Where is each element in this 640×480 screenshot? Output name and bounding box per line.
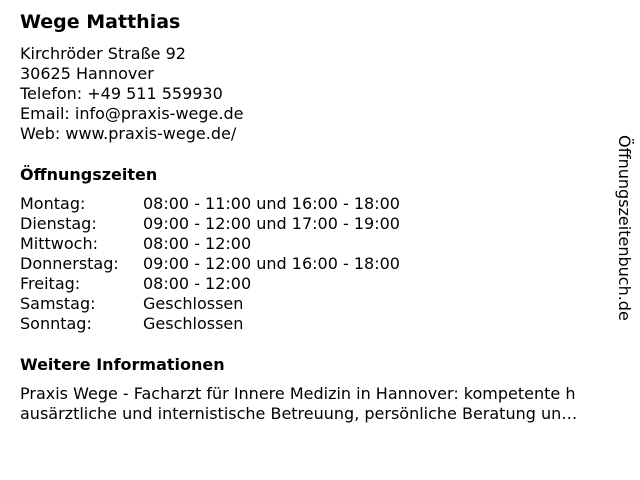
address-street: Kirchröder Straße 92	[20, 44, 186, 63]
hours-day: Samstag:	[20, 294, 96, 313]
opening-hours-table	[20, 194, 400, 334]
further-info-line: ausärztliche und internistische Betreuung, persönliche Beratung un…	[20, 404, 578, 423]
hours-day: Freitag:	[20, 274, 81, 293]
hours-day: Mittwoch:	[20, 234, 98, 253]
opening-hours-heading: Öffnungszeiten	[20, 165, 158, 184]
further-info-text	[20, 384, 622, 424]
hours-row-sunday	[20, 314, 400, 334]
hours-row-saturday	[20, 294, 400, 314]
phone-number: Telefon: +49 511 559930	[20, 84, 223, 103]
hours-row-friday	[20, 274, 400, 294]
side-label-container	[612, 135, 636, 365]
hours-day: Dienstag:	[20, 214, 97, 233]
hours-time: 08:00 - 12:00	[143, 234, 252, 253]
hours-day: Donnerstag:	[20, 254, 119, 273]
contact-block	[20, 44, 243, 144]
hours-time: 08:00 - 11:00 und 16:00 - 18:00	[143, 194, 400, 213]
hours-row-wednesday	[20, 234, 400, 254]
hours-time: 09:00 - 12:00 und 17:00 - 19:00	[143, 214, 400, 233]
business-name: Wege Matthias	[20, 11, 181, 33]
hours-time: 08:00 - 12:00	[143, 274, 252, 293]
hours-row-monday	[20, 194, 400, 214]
website-url: Web: www.praxis-wege.de/	[20, 124, 237, 143]
further-info-line: Praxis Wege - Facharzt für Innere Medizin in Hannover: kompetente h	[20, 384, 576, 403]
further-info-heading: Weitere Informationen	[20, 355, 225, 374]
hours-row-thursday	[20, 254, 400, 274]
side-brand-label: Öffnungszeitenbuch.de	[615, 135, 634, 321]
hours-time: 09:00 - 12:00 und 16:00 - 18:00	[143, 254, 400, 273]
hours-time: Geschlossen	[143, 294, 244, 313]
hours-day: Sonntag:	[20, 314, 92, 333]
hours-time: Geschlossen	[143, 314, 244, 333]
hours-day: Montag:	[20, 194, 86, 213]
hours-row-tuesday	[20, 214, 400, 234]
address-city: 30625 Hannover	[20, 64, 154, 83]
email-address: Email: info@praxis-wege.de	[20, 104, 244, 123]
